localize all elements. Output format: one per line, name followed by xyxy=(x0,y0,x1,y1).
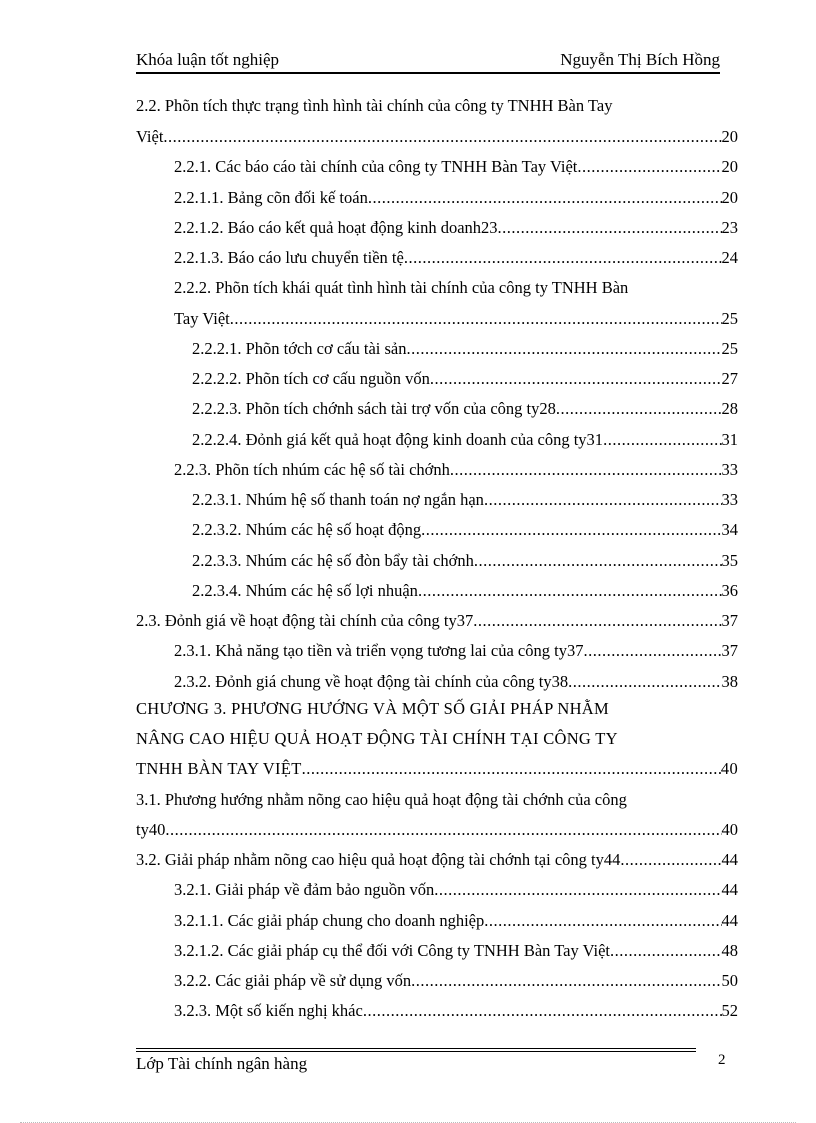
toc-entry-2-2-1-1: 2.2.1.1. Bảng cõn đối kế toán ..... 20 xyxy=(174,186,738,210)
toc-entry-3-2-1: 3.2.1. Giải pháp về đảm bảo nguồn vốn ..... 44 xyxy=(174,878,738,902)
toc-entry-2-2: 2.2. Phõn tích thực trạng tình hình tài chính của công ty TNHH Bàn Tay xyxy=(136,96,613,115)
toc-entry-2-2-3-2: 2.2.3.2. Nhúm các hệ số hoạt động ..... 34 xyxy=(192,518,738,542)
toc-entry-2-2-3-4: 2.2.3.4. Nhúm các hệ số lợi nhuận ..... 36 xyxy=(192,579,738,603)
toc-entry-3-2-1-1: 3.2.1.1. Các giải pháp chung cho doanh nghiệp ..... 44 xyxy=(174,909,738,933)
header-author: Nguyễn Thị Bích Hồng xyxy=(560,50,720,69)
toc-entry-2-3: 2.3. Đỏnh giá về hoạt động tài chính của công ty37 ..... 37 xyxy=(136,609,738,633)
toc-entry-3-1-cont: ty40 ..... 40 xyxy=(136,818,738,842)
toc-entry-2-2-2-3: 2.2.2.3. Phõn tích chớnh sách tài trợ vốn của công ty28 ..... 28 xyxy=(192,397,738,421)
toc-entry-2-2-3: 2.2.3. Phõn tích nhúm các hệ số tài chớnh ..... 33 xyxy=(174,458,738,482)
toc-entry-2-2-2: 2.2.2. Phõn tích khái quát tình hình tài chính của công ty TNHH Bàn xyxy=(174,278,629,297)
toc-entry-2-2-2-1: 2.2.2.1. Phõn tớch cơ cấu tài sản ..... 25 xyxy=(192,337,738,361)
header-left-text: Khóa luận tốt nghiệp xyxy=(136,50,280,69)
toc-entry-3-2-3: 3.2.3. Một số kiến nghị khác ..... 52 xyxy=(174,999,738,1023)
toc-chapter-3-line1: CHƯƠNG 3. PHƯƠNG HƯỚNG VÀ MỘT SỐ GIẢI PHÁP NHẰM xyxy=(136,699,609,718)
toc-entry-2-2-1: 2.2.1. Các báo cáo tài chính của công ty TNHH Bàn Tay Việt ..... 20 xyxy=(174,155,738,179)
toc-entry-2-2-2-cont: Tay Việt ..... 25 xyxy=(174,307,738,331)
page-header xyxy=(136,50,720,74)
toc-entry-3-2-2: 3.2.2. Các giải pháp về sử dụng vốn ..... 50 xyxy=(174,969,738,993)
toc-entry-3-2: 3.2. Giải pháp nhằm nõng cao hiệu quả hoạt động tài chớnh tại công ty44 ..... 44 xyxy=(136,848,738,872)
toc-entry-2-2-2-4: 2.2.2.4. Đỏnh giá kết quả hoạt động kinh doanh của công ty31 ..... 31 xyxy=(192,428,738,452)
toc-entry-2-2-3-1: 2.2.3.1. Nhúm hệ số thanh toán nợ ngắn hạn ..... 33 xyxy=(192,488,738,512)
toc-entry-2-2-2-2: 2.2.2.2. Phõn tích cơ cấu nguồn vốn ..... 27 xyxy=(192,367,738,391)
toc-entry-2-2-1-3: 2.2.1.3. Báo cáo lưu chuyển tiền tệ ..... 24 xyxy=(174,246,738,270)
toc-entry-3-1: 3.1. Phương hướng nhằm nõng cao hiệu quả hoạt động tài chớnh của công xyxy=(136,790,627,809)
toc-entry-3-2-1-2: 3.2.1.2. Các giải pháp cụ thể đối với Công ty TNHH Bàn Tay Việt ..... 48 xyxy=(174,939,738,963)
toc-entry-2-2-3-3: 2.2.3.3. Nhúm các hệ số đòn bẩy tài chớnh ..... 35 xyxy=(192,549,738,573)
toc-entry-2-2-1-2: 2.2.1.2. Báo cáo kết quả hoạt động kinh doanh23 ..... 23 xyxy=(174,216,738,240)
toc-entry-2-3-2: 2.3.2. Đỏnh giá chung về hoạt động tài chính của công ty38 ..... 38 xyxy=(174,670,738,694)
toc-entry-2-3-1: 2.3.1. Khả năng tạo tiền và triển vọng tương lai của công ty37 ..... 37 xyxy=(174,639,738,663)
toc-chapter-3-line2: NÂNG CAO HIỆU QUẢ HOẠT ĐỘNG TÀI CHÍNH TẠI CÔNG TY xyxy=(136,729,618,748)
toc-chapter-3-line3: TNHH BÀN TAY VIỆT ..... 40 xyxy=(136,757,738,781)
page-number: 2 xyxy=(718,1052,726,1068)
footer-class-name: Lớp Tài chính ngân hàng xyxy=(136,1054,308,1073)
toc-entry-2-2-cont: Việt ..... 20 xyxy=(136,125,738,149)
